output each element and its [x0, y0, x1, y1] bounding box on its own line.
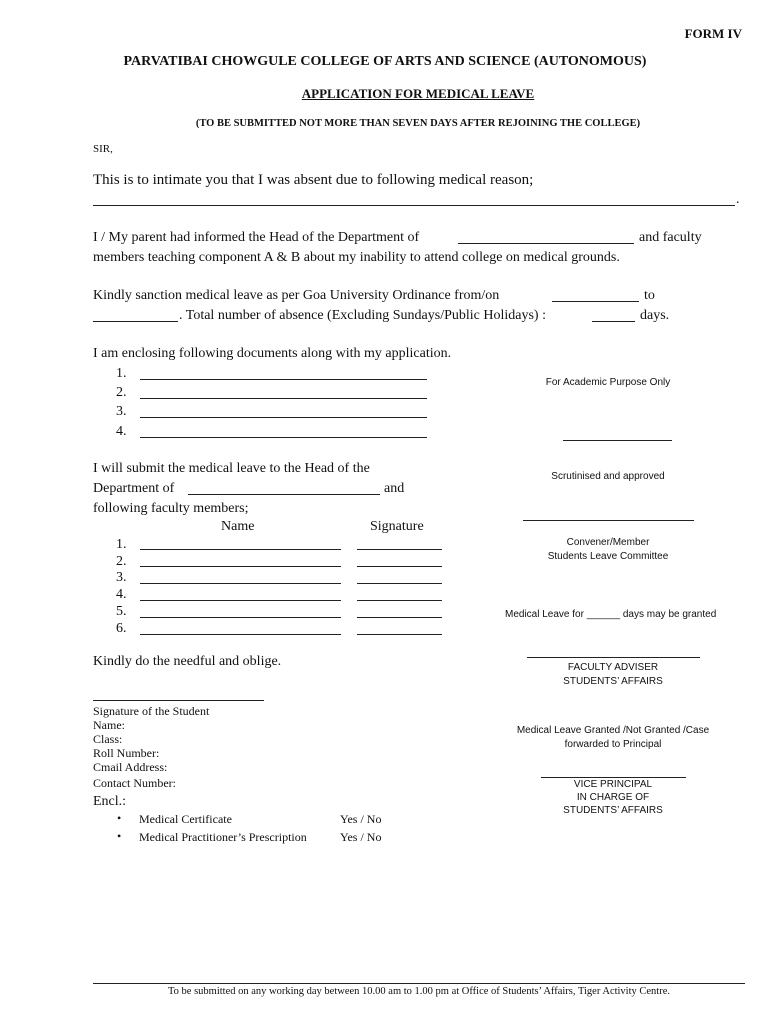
form-number: FORM IV [684, 26, 742, 41]
submit-line-2-end: and [384, 481, 405, 496]
enclosure-choice-1[interactable]: Yes / No [340, 812, 382, 826]
faculty-name-field-6[interactable] [140, 634, 341, 635]
parent-line-1: I / My parent had informed the Head of the Department of [93, 230, 420, 245]
reason-period: . [736, 192, 740, 207]
faculty-signature-field-3[interactable] [357, 583, 442, 584]
from-date-field[interactable] [552, 301, 639, 302]
enclosing-text: I am enclosing following documents along with my application. [93, 346, 452, 361]
doc-number-2: 2. [116, 385, 127, 400]
enclosure-label-2: Medical Practitioner’s Prescription [139, 830, 307, 844]
forwarded-text: forwarded to Principal [564, 739, 662, 750]
footer-note: To be submitted on any working day between 10.00 am to 1.00 pm at Office of Students’ Affairs, Tiger Activity Centre. [167, 986, 671, 997]
sanction-line-2: . Total number of absence (Excluding Sundays/Public Holidays) : [179, 308, 546, 323]
absence-days-field[interactable] [592, 321, 635, 322]
leave-days-text: Medical Leave for ______ days may be granted [505, 609, 717, 620]
faculty-number-3: 3. [116, 570, 127, 585]
closing-text: Kindly do the needful and oblige. [93, 654, 282, 669]
student-name-label: Name: [93, 718, 125, 732]
student-class-label: Class: [93, 732, 123, 746]
parent-line-2: members teaching component A & B about my inability to attend college on medical grounds. [93, 250, 620, 265]
convener-signature-field[interactable] [523, 520, 694, 521]
faculty-name-field-4[interactable] [140, 600, 341, 601]
bullet-icon: • [117, 811, 122, 825]
submit-line-3: following faculty members; [93, 501, 249, 516]
office-heading: For Academic Purpose Only [545, 377, 671, 388]
faculty-adviser-label: FACULTY ADVISER [567, 662, 659, 673]
faculty-name-field-2[interactable] [140, 566, 341, 567]
enclosure-choice-2[interactable]: Yes / No [340, 830, 382, 844]
office-scrutinised: Scrutinised and approved [551, 471, 665, 482]
leave-decision-text: Medical Leave Granted /Not Granted /Case [516, 725, 710, 736]
faculty-number-4: 4. [116, 587, 127, 602]
faculty-name-field-1[interactable] [140, 549, 341, 550]
submit-line-2: Department of [93, 481, 175, 496]
faculty-signature-field-4[interactable] [357, 600, 442, 601]
document-field-2[interactable] [140, 398, 427, 399]
faculty-signature-field-2[interactable] [357, 566, 442, 567]
hod-department-field[interactable] [188, 494, 380, 495]
sanction-line-1: Kindly sanction medical leave as per Goa University Ordinance from/on [93, 288, 500, 303]
faculty-signature-field-1[interactable] [357, 549, 442, 550]
faculty-adviser-signature-field[interactable] [527, 657, 700, 658]
submit-line-1: I will submit the medical leave to the Head of the [93, 461, 370, 476]
department-field[interactable] [458, 243, 634, 244]
faculty-name-field-5[interactable] [140, 617, 341, 618]
doc-number-1: 1. [116, 366, 127, 381]
salutation: SIR, [93, 143, 113, 155]
student-contact-label: Contact Number: [93, 776, 176, 790]
vice-principal-signature-field[interactable] [541, 777, 686, 778]
college-name: PARVATIBAI CHOWGULE COLLEGE OF ARTS AND SCIENCE (AUTONOMOUS) [123, 54, 647, 69]
faculty-number-5: 5. [116, 604, 127, 619]
faculty-name-field-3[interactable] [140, 583, 341, 584]
submission-instruction: (TO BE SUBMITTED NOT MORE THAN SEVEN DAYS AFTER REJOINING THE COLLEGE) [195, 118, 641, 129]
sanction-days: days. [640, 308, 670, 323]
page-title: APPLICATION FOR MEDICAL LEAVE [301, 86, 535, 101]
document-field-1[interactable] [140, 379, 427, 380]
committee-label: Students Leave Committee [547, 551, 669, 562]
document-field-4[interactable] [140, 437, 427, 438]
in-charge-label: IN CHARGE OF [576, 792, 650, 803]
footer-divider [93, 983, 745, 984]
parent-line-1-end: and faculty [639, 230, 702, 245]
reason-field[interactable] [93, 205, 735, 206]
column-signature-header: Signature [370, 519, 424, 534]
students-affairs-label: STUDENTS’ AFFAIRS [563, 676, 663, 687]
doc-number-3: 3. [116, 404, 127, 419]
vp-students-affairs-label: STUDENTS’ AFFAIRS [563, 805, 663, 816]
faculty-signature-field-5[interactable] [357, 617, 442, 618]
student-roll-label: Roll Number: [93, 746, 160, 760]
bullet-icon: • [117, 829, 122, 843]
doc-number-4: 4. [116, 424, 127, 439]
leave-days-field[interactable]: ______ [586, 609, 621, 620]
document-field-3[interactable] [140, 417, 427, 418]
student-signature-label: Signature of the Student [93, 704, 210, 718]
column-name-header: Name [221, 519, 255, 534]
enclosures-label: Encl.: [93, 794, 127, 809]
enclosure-label-1: Medical Certificate [139, 812, 232, 826]
student-signature-field[interactable] [93, 700, 264, 701]
intro-text: This is to intimate you that I was absent due to following medical reason; [93, 172, 534, 188]
to-date-field[interactable] [93, 321, 178, 322]
faculty-number-6: 6. [116, 621, 127, 636]
office-scrutiny-signature-field[interactable] [563, 440, 672, 441]
sanction-to: to [644, 288, 655, 303]
vice-principal-label: VICE PRINCIPAL [573, 779, 653, 790]
convener-label: Convener/Member [566, 537, 650, 548]
faculty-signature-field-6[interactable] [357, 634, 442, 635]
faculty-number-1: 1. [116, 537, 127, 552]
faculty-number-2: 2. [116, 554, 127, 569]
student-email-label: Cmail Address: [93, 760, 168, 774]
